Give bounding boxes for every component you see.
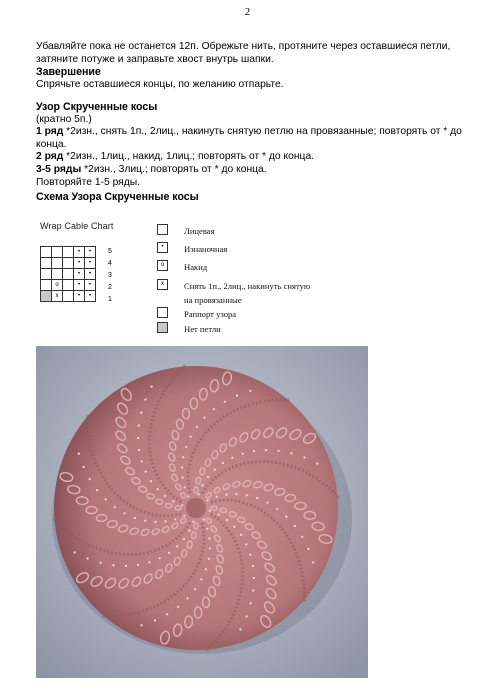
legend-label: Раппорт узора [184,309,237,319]
pattern-section [36,101,476,189]
bead-sparkle [144,399,146,401]
bead-sparkle [183,515,185,517]
bead-sparkle [252,589,254,591]
bead-sparkle [249,390,251,392]
chart-row [41,280,96,291]
bead-sparkle [194,588,196,590]
bead-sparkle [216,496,218,498]
bead-sparkle [105,498,107,500]
chart-row-number: 4 [108,260,112,267]
bead-sparkle [196,426,198,428]
bead-sparkle [213,408,215,410]
legend-label: Накид [184,262,208,272]
bead-sparkle [176,545,178,547]
bead-sparkle [181,504,183,506]
bead-sparkle [190,436,192,438]
bead-sparkle [83,466,85,468]
legend-symbol: x [157,279,168,290]
finishing-text: Спрячьте оставшиеся концы, по желанию отпарьте. [36,78,284,90]
bead-sparkle [182,477,184,479]
bead-sparkle [200,578,202,580]
bead-sparkle [150,480,152,482]
bead-sparkle [204,417,206,419]
bead-sparkle [134,517,136,519]
bead-sparkle [303,456,305,458]
chart-title: Wrap Cable Chart [40,221,114,231]
bead-sparkle [198,493,200,495]
chart-cell: • [74,291,85,302]
bead-sparkle [164,495,166,497]
bead-sparkle [159,557,161,559]
legend-symbol [157,322,168,333]
bead-sparkle [316,463,318,465]
rows-3-5-text: *2изн., 3лиц.; повторять от * до конца. [81,163,267,175]
bead-sparkle [74,551,76,553]
bead-sparkle [250,602,252,604]
bead-sparkle [265,449,267,451]
knitted-hat-photo [36,346,368,678]
wrap-cable-chart-grid [40,246,96,302]
bead-sparkle [184,486,186,488]
legend-label: Снять 1п., 2лиц., накинуть снятую [184,281,311,291]
bead-sparkle [206,528,208,530]
row-1-continued: конца. [36,138,67,150]
bead-sparkle [209,510,211,512]
legend-label: Изнаночная [184,244,228,254]
bead-sparkle [209,547,211,549]
bead-sparkle [277,450,279,452]
legend-label-continued: на провязанные [184,295,242,305]
bead-sparkle [87,557,89,559]
row-2-text: *2изн., 1лиц., накид, 1лиц.; повторять от * до конца. [63,151,315,163]
bead-sparkle [138,449,140,451]
bead-sparkle [138,424,140,426]
bead-sparkle [157,488,159,490]
chart-cell [63,247,74,258]
bead-sparkle [141,624,143,626]
bead-sparkle [192,521,194,523]
bead-sparkle [168,552,170,554]
bead-sparkle [181,466,183,468]
bead-sparkle [307,548,309,550]
chart-row [41,269,96,280]
chart-row [41,247,96,258]
bead-sparkle [231,457,233,459]
chart-cell [63,280,74,291]
legend-label: Нет петли [184,324,221,334]
chart-row-number: 5 [108,248,112,255]
chart-cell: • [74,280,85,291]
bead-sparkle [290,452,292,454]
bead-sparkle [174,518,176,520]
bead-sparkle [276,508,278,510]
bead-sparkle [137,564,139,566]
bead-sparkle [165,520,167,522]
row-1-text: *2изн., снять 1п., 2лиц., накинуть снятую петлю на провязанные; повторять от * до [63,126,462,138]
repeat-instruction: Повторяйте 1-5 ряды. [36,176,141,188]
chart-row-number: 1 [108,296,112,303]
chart-row-number: 3 [108,272,112,279]
bead-sparkle [145,471,147,473]
pattern-heading: Узор Скрученные косы [36,101,158,113]
bead-sparkle [253,577,255,579]
bead-sparkle [177,606,179,608]
intro-line-2: затяните потуже и заправьте хвост внутрь шапки. [36,53,274,65]
chart-cell [52,247,63,258]
bead-sparkle [202,484,204,486]
bead-sparkle [245,615,247,617]
chart-cell: • [74,247,85,258]
legend-symbol: • [157,242,168,253]
finishing-heading: Завершение [36,66,101,79]
bead-sparkle [78,453,80,455]
chart-row [41,258,96,269]
bead-sparkle [154,619,156,621]
bead-sparkle [214,469,216,471]
legend-label: Лицевая [184,226,215,236]
bead-sparkle [294,525,296,527]
bead-sparkle [240,534,242,536]
chart-cell [63,269,74,280]
bead-sparkle [182,456,184,458]
bead-sparkle [186,597,188,599]
bead-sparkle [124,512,126,514]
chart-cell: • [85,247,96,258]
bead-sparkle [183,538,185,540]
chart-cell [63,258,74,269]
bead-sparkle [172,500,174,502]
bead-sparkle [256,497,258,499]
bead-sparkle [148,561,150,563]
bead-sparkle [112,564,114,566]
legend-symbol [157,307,168,318]
bead-sparkle [100,562,102,564]
chart-cell [41,269,52,280]
chart-cell: • [85,291,96,302]
legend-symbol: o [157,260,168,271]
bead-sparkle [253,450,255,452]
rows-3-5-instruction [36,164,476,177]
bead-sparkle [203,519,205,521]
chart-cell: • [85,258,96,269]
bead-sparkle [96,489,98,491]
bead-sparkle [144,520,146,522]
chart-row [41,291,96,302]
chart-row-number: 2 [108,284,112,291]
bead-sparkle [207,476,209,478]
bead-sparkle [246,494,248,496]
bead-sparkle [222,462,224,464]
row-2-instruction [36,151,476,164]
bead-sparkle [239,628,241,630]
chart-cell [52,258,63,269]
intro-line-1: Убавляйте пока не останется 12п. Обрежьте нить, протяните через оставшиеся петли, [36,41,451,52]
chart-cell [63,291,74,302]
bead-sparkle [235,493,237,495]
bead-sparkle [151,386,153,388]
bead-sparkle [205,568,207,570]
bead-sparkle [285,516,287,518]
bead-sparkle [166,613,168,615]
chart-cell [52,269,63,280]
bead-sparkle [137,437,139,439]
rows-3-5-label: 3-5 ряды [36,163,82,175]
bead-sparkle [89,478,91,480]
chart-cell [41,258,52,269]
row-2-label: 2 ряд [36,151,64,163]
bead-sparkle [141,460,143,462]
bead-sparkle [208,558,210,560]
chart-cell [41,247,52,258]
chart-cell [41,280,52,291]
hat-top-center [186,498,206,518]
bead-sparkle [185,446,187,448]
bead-sparkle [301,536,303,538]
page-number: 2 [244,6,251,18]
chart-legend [157,224,357,344]
bead-sparkle [242,453,244,455]
bead-sparkle [236,395,238,397]
chart-cell: • [74,269,85,280]
bead-sparkle [225,494,227,496]
bead-sparkle [252,565,254,567]
chart-cell: x [52,291,63,302]
chart-cell: • [85,280,96,291]
bead-sparkle [226,519,228,521]
bead-sparkle [245,543,247,545]
chart-cell: • [74,258,85,269]
chart-section-heading: Схема Узора Скрученные косы [36,191,199,203]
bead-sparkle [140,412,142,414]
pattern-multiple: (кратно 5п.) [36,113,92,125]
bead-sparkle [207,499,209,501]
bead-sparkle [233,526,235,528]
bead-sparkle [224,401,226,403]
bead-sparkle [187,495,189,497]
bead-sparkle [218,514,220,516]
row-1-label: 1 ряд [36,126,64,138]
bead-sparkle [208,537,210,539]
row-1-instruction [36,126,476,139]
bead-sparkle [312,561,314,563]
bead-sparkle [188,530,190,532]
intro-text [36,41,476,91]
bead-sparkle [249,554,251,556]
chart-cell: • [85,269,96,280]
bead-sparkle [154,521,156,523]
bead-sparkle [125,565,127,567]
chart-cell [41,291,52,302]
bead-sparkle [114,506,116,508]
bead-sparkle [266,502,268,504]
legend-symbol [157,224,168,235]
chart-cell: o [52,280,63,291]
